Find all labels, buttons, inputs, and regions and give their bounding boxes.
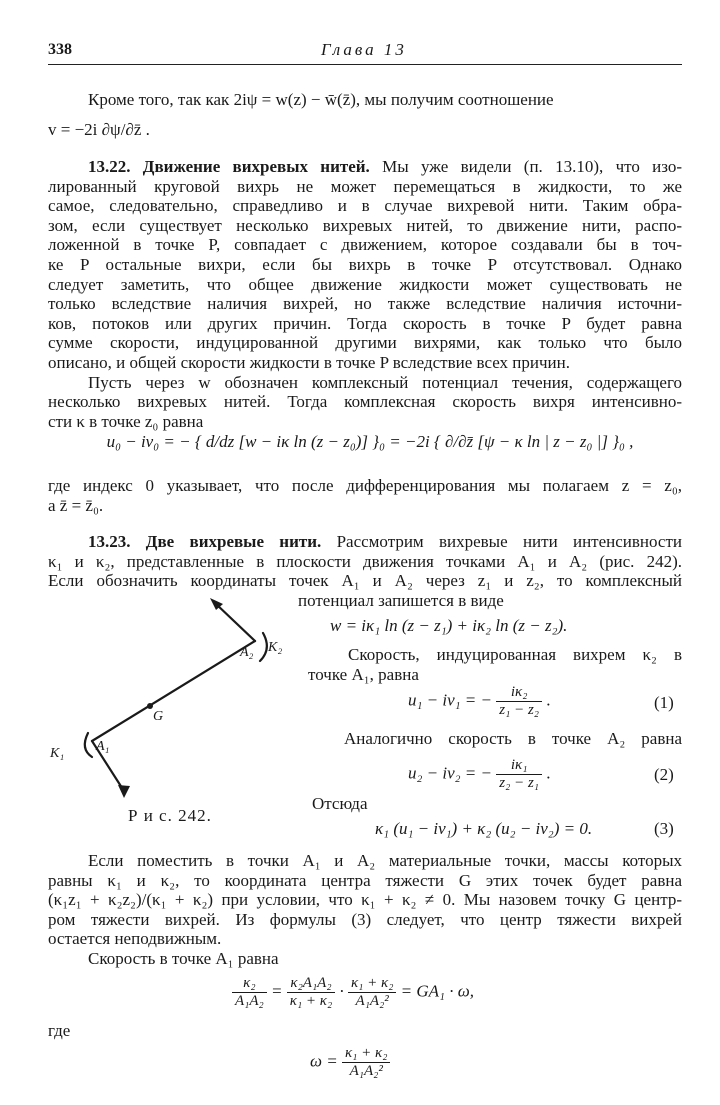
eq1-num: iκ₂	[496, 684, 542, 702]
arrow-A1-head	[118, 785, 130, 798]
eq1-lhs: u₁ − iv₁ = −	[408, 690, 493, 710]
equation-4: $\frac{\text{κ₂}}{\text{A₁A₂}}$ = $\frac{\text{κ₂A₁A₂}}{\text{κ₁ + κ₂}}$ · $\frac{\text{κ₁ + κ₂}}{\text{A₁A₂²}}$ = GA₁ · ω,	[232, 975, 474, 1010]
figure-242	[40, 595, 290, 815]
page-number: 338	[48, 41, 72, 58]
text-line: зом, если существует несколько вихревых нитей, то движение нити, распо-	[48, 215, 682, 235]
section-13-23	[48, 532, 682, 591]
speed-line-2: точке A₁, равна	[308, 665, 419, 684]
text-line: Если обозначить координаты точек A₁ и A₂ через z₁ и z₂, то комплексный	[48, 571, 682, 591]
eq2-lhs: u₂ − iv₂ = −	[408, 763, 493, 783]
potential-line: потенциал запишется в виде	[298, 591, 504, 610]
eq4-f3-num: κ₁ + κ₂	[348, 975, 396, 993]
equation-5	[310, 1045, 390, 1080]
label-K2: K₂	[268, 640, 283, 655]
eq4-fraction-1	[232, 975, 267, 1010]
equation-1: u₁ − iv₁ = − $\frac{\text{iκ₂}}{\text{z₁ − z₂}}$ .	[408, 684, 551, 718]
text-line: Пусть через w обозначен комплексный потенциал течения, содержащего	[88, 372, 682, 392]
equation-2: u₂ − iv₂ = − $\frac{\text{iκ₁}}{\text{z₂ − z₁}}$ .	[408, 757, 551, 791]
text-line: ков, потоков или других причин. Тогда скорость в точке P будет равна	[48, 313, 682, 333]
eq5-den: A₁A₂²	[349, 1063, 383, 1079]
text-line: несколько вихревых нитей. Тогда комплексная скорость вихря интенсивно-	[48, 392, 682, 412]
text-line: Мы уже видели (п. 13.10), что изо-	[382, 157, 682, 176]
page-header	[48, 40, 682, 62]
section-heading-13-23: 13.23. Две вихревые нити.	[88, 532, 322, 551]
equation-3-tag: (3)	[654, 819, 674, 838]
text-line: Рассмотрим вихревые нити интенсивности	[336, 532, 682, 551]
eq2-fraction	[496, 757, 542, 792]
text-line: ке P остальные вихри, если бы вихрь в точке P отсутствовал. Однако	[48, 254, 682, 274]
header-rule	[48, 64, 682, 65]
analog-line: Аналогично скорость в точке A₂ равна	[344, 729, 682, 748]
text-line: лированный круговой вихрь не может перемещаться в жидкости, то же	[48, 176, 682, 196]
arrow-A2-shaft	[215, 603, 255, 641]
rotation-K2-arc	[260, 633, 267, 661]
equation-u0: u₀ − iv₀ = − { d/dz [w − iκ ln (z − z₀)] }₀ = −2i { ∂/∂z̄ [ψ − κ ln | z − z₀ |] }₀ ,	[106, 432, 634, 451]
eq1-den: z₁ − z₂	[499, 702, 539, 718]
segment-A1-A2	[92, 641, 255, 741]
intro-line-1: Кроме того, так как 2iψ = w(z) − w̄(z̄), мы получим соотношение	[88, 90, 554, 109]
section-heading-13-22: 13.22. Движение вихревых нитей.	[88, 157, 370, 176]
running-title: Глава 13	[321, 40, 407, 59]
eq4-fraction-2	[287, 975, 335, 1010]
eq4-f2-den: κ₁ + κ₂	[289, 993, 333, 1009]
eq4-fraction-3	[348, 975, 396, 1010]
text-line: κ₁ и κ₂, представленные в плоскости движения точками A₁ и A₂ (рис. 242).	[48, 551, 682, 571]
equation-3: κ₁ (u₁ − iv₁) + κ₂ (u₂ − iv₂) = 0.	[375, 819, 593, 838]
equation-2-tag: (2)	[654, 765, 674, 784]
figure-caption: Р и с. 242.	[128, 806, 212, 825]
center-of-mass-paragraph	[48, 851, 682, 969]
otsyuda-line: Отсюда	[312, 794, 368, 813]
after-equation-line-2: а z̄ = z̄₀.	[48, 496, 104, 515]
intro-line-2: v = −2i ∂ψ/∂z̄ .	[48, 120, 150, 139]
eq5-fraction	[342, 1045, 390, 1080]
text-line: ложенной в точке P, совпадает с движением, которое создавали бы в точ-	[48, 235, 682, 255]
label-A2: A₂	[240, 645, 254, 660]
text-line: Если поместить в точки A₁ и A₂ материальные точки, массы которых	[88, 851, 682, 870]
eq1-fraction	[496, 684, 542, 719]
text-line: (κ₁z₁ + κ₂z₂)/(κ₁ + κ₂) при условии, что κ₁ + κ₂ ≠ 0. Мы назовем точку G центр-	[48, 890, 682, 910]
rotation-K1-arc	[85, 733, 92, 757]
after-equation-line-1: где индекс 0 указывает, что после дифференцирования мы полагаем z = z₀,	[48, 476, 682, 495]
text-line: следует заметить, что общее движение жидкости может существовать не	[48, 274, 682, 294]
eq2-num: iκ₁	[496, 757, 542, 775]
eq4-f3-den: A₁A₂²	[355, 993, 389, 1009]
equation-1-tag: (1)	[654, 693, 674, 712]
eq2-den: z₂ − z₁	[499, 775, 539, 791]
eq4-f1-den: A₁A₂	[235, 993, 264, 1009]
eq5-num: κ₁ + κ₂	[342, 1045, 390, 1063]
text-line: самое, следовательно, справедливо и в случае вихревой нити. Таким обра-	[48, 196, 682, 216]
text-line: описано, и общей скорости жидкости в точке P вследствие всех причин.	[48, 352, 570, 372]
label-K1: K₁	[50, 746, 65, 761]
text-line: остается неподвижным.	[48, 929, 222, 949]
text-line: сти κ в точке z₀ равна	[48, 411, 204, 431]
speed-line-1: Скорость, индуцированная вихрем κ₂ в	[348, 645, 682, 664]
text-line: только вследствие наличия вихрей, но также вследствие наличия источни-	[48, 294, 682, 314]
equation-w: w = iκ₁ ln (z − z₁) + iκ₂ ln (z − z₂).	[330, 616, 568, 635]
text-line: Скорость в точке A₁ равна	[88, 948, 279, 968]
eq5-lhs: ω =	[310, 1051, 338, 1071]
eq4-f1-num: κ₂	[232, 975, 267, 993]
text-line: ром тяжести вихрей. Из формулы (3) следует, что центр тяжести вихрей	[48, 909, 682, 929]
section-13-22	[48, 157, 682, 431]
gde-line: где	[48, 1021, 71, 1040]
text-line: равны κ₁ и κ₂, то координата центра тяжести G этих точек будет равна	[48, 870, 682, 890]
eq4-f2-num: κ₂A₁A₂	[287, 975, 335, 993]
label-A1: A₁	[96, 739, 110, 754]
eq4-tail: = GA₁ · ω,	[400, 981, 474, 1001]
label-G: G	[153, 709, 164, 724]
text-line: сумме скорости, индуцированной другими вихрями, как только что было	[48, 333, 682, 353]
